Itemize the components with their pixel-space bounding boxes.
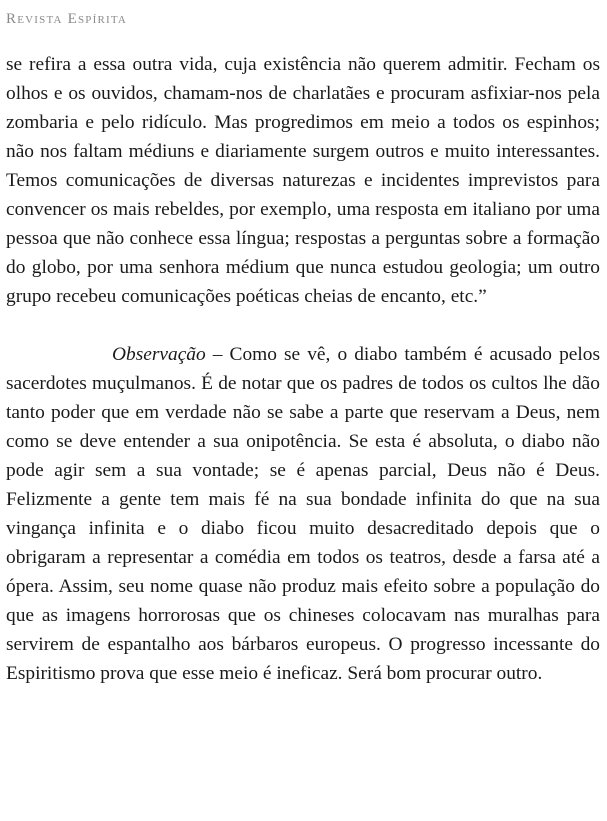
observacao-label: Observação bbox=[112, 344, 206, 365]
paragraph-continuation: se refira a essa outra vida, cuja existência não querem admitir. Fecham os olhos e os ouvidos, chamam-nos de charlatães e procuram asfixiar-nos pela zombaria e pelo ridículo. Mas progredimos em meio a todos os espinhos; não nos faltam médiuns e diariamente surgem outros e muito interessantes. Temos comunicações de diversas naturezas e incidentes imprevistos para convencer os mais rebeldes, por exemplo, uma resposta em italiano por uma pessoa que não conhece essa língua; respostas a perguntas sobre a formação do globo, por uma senhora médium que nunca estudou geologia; um outro grupo recebeu comunicações poéticas cheias de encanto, etc.” bbox=[6, 54, 600, 307]
running-header: Revista Espírita bbox=[6, 11, 128, 27]
observacao-text: – Como se vê, o diabo também é acusado pelos sacerdotes muçulmanos. É de notar que os padres de todos os cultos lhe dão tanto poder que em verdade não se sabe a parte que reservam a Deus, nem como se deve entender a sua onipotência. Se esta é absoluta, o diabo não pode agir sem a sua vontade; se é apenas parcial, Deus não é Deus. Felizmente a gente tem mais fé na sua bondade infinita do que na sua vingança infinita e o diabo ficou muito desacreditado depois que o obrigaram a representar a comédia em todos os teatros, desde a farsa até a ópera. Assim, seu nome quase não produz mais efeito sobre a população do que as imagens horrorosas que os chineses colocavam nas muralhas para servirem de espantalho aos bárbaros europeus. O progresso incessante do Espiritismo prova que esse meio é ineficaz. Será bom procurar outro. bbox=[6, 344, 600, 684]
page-body bbox=[6, 50, 600, 688]
paragraph-observacao bbox=[6, 340, 600, 688]
